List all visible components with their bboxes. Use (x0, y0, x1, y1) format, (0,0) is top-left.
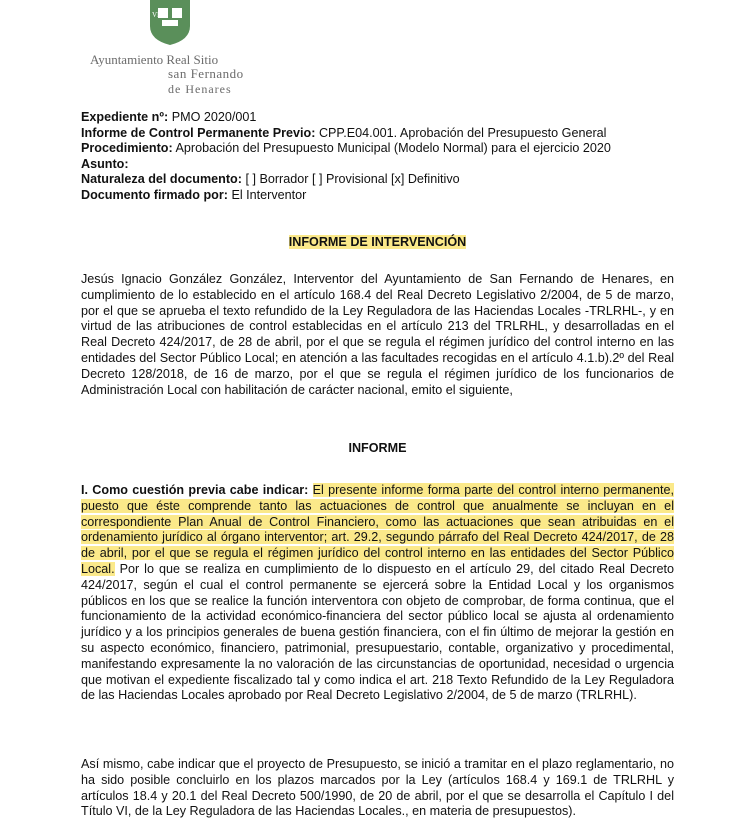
expediente-label: Expediente nº: (81, 110, 169, 124)
firmado-row (81, 188, 681, 204)
naturaleza-row (81, 172, 681, 188)
procedimiento-row (81, 141, 681, 157)
procedimiento-value: Aprobación del Presupuesto Municipal (Modelo Normal) para el ejercicio 2020 (175, 141, 611, 155)
expediente-row (81, 110, 681, 126)
asunto-row (81, 157, 681, 173)
logo-text-ayuntamiento: Ayuntamiento Real Sitio (90, 52, 219, 67)
paragraph-continuation: Por lo que se realiza en cumplimiento de lo dispuesto en el artículo 29, del citado Real Decreto 424/2017, según el cual el control permanente se ejercerá sobre la Entidad Local y los organismos públicos en los que se realice la función interventora con objeto de comprobar, de forma continua, que el funcionamiento de la actividad económico-financiera del sector público local se ajusta al ordenamiento jurídico y a los principios generales de buena gestión financiera, con el fin último de mejorar la gestión en su aspecto económico, financiero, patrimonial, presupuestario, contable, organizativo y procedimental, manifestando expresamente la no valoración de las circunstancias de oportunidad, necesidad o urgencia que motivan el expediente fiscalizado tal y como indica el art. 218 Texto Refundido de la Ley Reguladora de las Haciendas Locales aprobado por Real Decreto Legislativo 2/2004, de 5 de marzo (TRLRHL). (81, 561, 674, 703)
title-informe-intervencion (0, 235, 755, 249)
naturaleza-label: Naturaleza del documento: (81, 172, 242, 186)
paragraph-cuestion-previa (81, 483, 674, 704)
logo-text-san-fernando: san Fernando (168, 66, 244, 81)
firmado-label: Documento firmado por: (81, 187, 228, 202)
title-intervencion-text: INFORME DE INTERVENCIÓN (288, 235, 467, 249)
svg-text:VI: VI (152, 11, 160, 19)
firmado-value: El Interventor (231, 187, 307, 202)
document-metadata (81, 110, 681, 203)
naturaleza-value: [ ] Borrador [ ] Provisional [x] Definitivo (245, 172, 460, 186)
procedimiento-label: Procedimiento: (81, 141, 173, 155)
asunto-label: Asunto: (81, 156, 129, 171)
expediente-value: PMO 2020/001 (171, 110, 257, 124)
highlighted-text: El presente informe forma parte del control interno permanente, puesto que éste comprende tanto las actuaciones de control que anualmente se incluyan en el correspondiente Plan Anual de Control Financiero, como las actuaciones que sean atribuidas en el ordenamiento jurídico al órgano interventor; art. 29.2, segundo párrafo del Real Decreto 424/2017, de 28 de abril, por el que se regula el régimen jurídico del control interno en las entidades del Sector Público Local. (81, 483, 674, 576)
informe-label: Informe de Control Permanente Previo: (81, 125, 316, 140)
cuestion-previa-heading: I. Como cuestión previa cabe indicar: (81, 483, 309, 497)
paragraph-asi-mismo: Así mismo, cabe indicar que el proyecto de Presupuesto, se inició a tramitar en el plazo reglamentario, no ha sido posible concluirlo en los plazos marcados por la Ley (artículos 168.4 y 169.1 de TRLRHL y artículos 18.4 y 20.1 del Real Decreto 500/1990, de 20 de abril, por el que se desarrolla el Capítulo I del Título VI, de la Ley Reguladora de las Haciendas Locales., en materia de presupuestos). (81, 757, 674, 819)
informe-row (81, 126, 681, 142)
municipal-logo (88, 0, 278, 100)
informe-value: CPP.E04.001. Aprobación del Presupuesto General (318, 125, 607, 140)
coat-of-arms-icon (148, 0, 192, 46)
paragraph-introduction: Jesús Ignacio González González, Interventor del Ayuntamiento de San Fernando de Henares, en cumplimiento de lo establecido en el artículo 168.4 del Real Decreto Legislativo 2/2004, de 5 de marzo, por el que se aprueba el texto refundido de la Ley Reguladora de las Haciendas Locales -TRLRHL-, y en virtud de las atribuciones de control establecidas en el artículo 213 del TRLRHL, y desarrolladas en el Real Decreto 424/2017, de 28 de abril, por el que se regula el régimen jurídico del control interno en las entidades del Sector Público Local; en atención a las facultades recogidas en el artículo 4.1.b).2º del Real Decreto 128/2018, de 16 de marzo, por el que se regula el régimen jurídico de los funcionarios de Administración Local con habilitación de carácter nacional, emito el siguiente, (81, 272, 674, 397)
title-informe: INFORME (348, 441, 407, 455)
logo-text-de-henares: de Henares (168, 82, 232, 96)
